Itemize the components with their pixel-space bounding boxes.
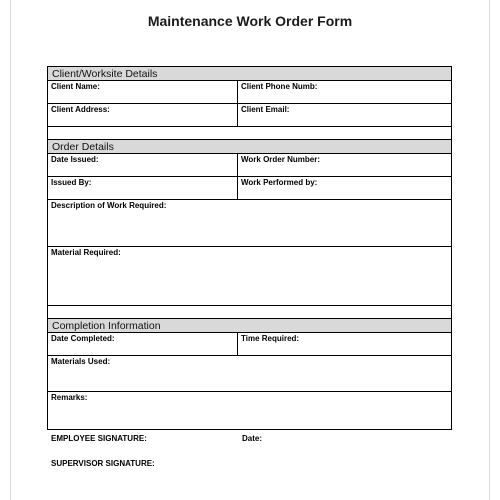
- client-row-2: [47, 104, 452, 127]
- work-order-form: [47, 66, 452, 430]
- supervisor-signature-label: SUPERVISOR SIGNATURE:: [51, 459, 155, 468]
- section-gap: [47, 127, 452, 139]
- work-order-number-field[interactable]: Work Order Number:: [241, 155, 320, 164]
- employee-signature-label: EMPLOYEE SIGNATURE:: [51, 434, 147, 443]
- section-gap: [47, 306, 452, 318]
- material-row: [47, 247, 452, 306]
- remarks-field[interactable]: Remarks:: [51, 393, 88, 402]
- date-completed-field[interactable]: Date Completed:: [48, 333, 238, 355]
- client-row-1: [47, 81, 452, 104]
- order-row-1: [47, 154, 452, 177]
- description-field[interactable]: Description of Work Required:: [51, 201, 167, 210]
- material-required-field[interactable]: Material Required:: [51, 248, 121, 257]
- completion-row-1: [47, 333, 452, 356]
- date-issued-field[interactable]: Date Issued:: [48, 154, 238, 176]
- section-header-order: Order Details: [47, 139, 452, 154]
- signature-date-label: Date:: [242, 434, 263, 443]
- time-required-field[interactable]: Time Required:: [241, 334, 300, 343]
- issued-by-field[interactable]: Issued By:: [48, 177, 238, 199]
- description-row: [47, 200, 452, 247]
- work-performed-by-field[interactable]: Work Performed by:: [241, 178, 318, 187]
- materials-used-field[interactable]: Materials Used:: [51, 357, 111, 366]
- client-phone-field[interactable]: Client Phone Numb:: [241, 82, 318, 91]
- client-email-field[interactable]: Client Email:: [241, 105, 290, 114]
- form-title: Maintenance Work Order Form: [147, 13, 353, 29]
- client-address-field[interactable]: Client Address:: [48, 104, 238, 126]
- client-name-field[interactable]: Client Name:: [48, 81, 238, 103]
- remarks-row: [47, 392, 452, 430]
- section-header-client: Client/Worksite Details: [47, 66, 452, 81]
- materials-used-row: [47, 356, 452, 392]
- section-header-completion: Completion Information: [47, 318, 452, 333]
- order-row-2: [47, 177, 452, 200]
